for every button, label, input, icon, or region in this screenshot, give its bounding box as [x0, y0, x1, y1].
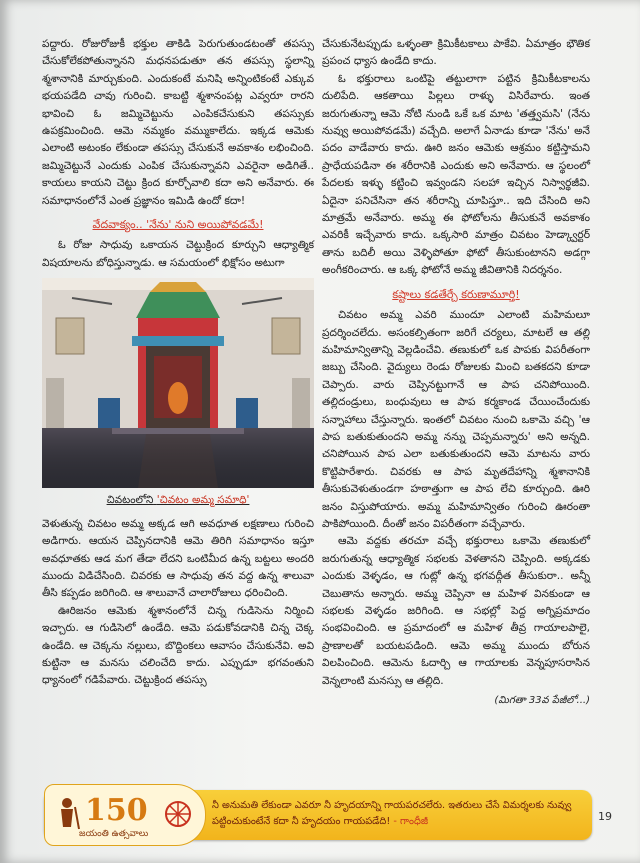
footer-banner [44, 790, 592, 840]
gandhi-silhouette-icon [49, 795, 85, 831]
column-right [322, 36, 590, 709]
paragraph: చేసుకునేటప్పుడు ఒళ్ళంతా క్రిమికీటకాలు పాకేవి. ఏమాత్రం భౌతిక ప్రపంచ ధ్యాస ఉండేది కాదు. [322, 38, 590, 68]
continued-note: (మిగతా 33వ పేజీలో...) [494, 695, 590, 707]
samadhi-shrine-image [42, 278, 314, 488]
paragraph: వెళుతున్న చివటం అమ్మ అక్కడ ఆగి అవధూత లక్షణాలు గురించి అడిగారు. ఆయన చెప్పినదానికి ఆమె తిరిగి సమాధానం ఇస్తూ అవధూతకు ఆడ మగ తేడా లేదని ఒంటిమీద ఉన్న బట్టలు అందరి ముందు విడిచేసింది. చివరకు ఆ సాధువు తన వద్ద ఉన్న శాలువా తీసి కప్పడం జరిగింది. ఆ శాలువానే చాలారోజులు ధరించింది. [42, 517, 314, 600]
paragraph: ఆమె వద్దకు తరచూ వచ్చే భక్తురాలు ఒకామె తణుకులో జరుగుతున్న ఆధ్యాత్మిక సభలకు వెళతానని చెప్పింది. అక్కడకు ఎందుకు వెళ్ళడం, ఆ గుట్లో ఉన్న భగవద్గీత తీసుకురా.. అన్నీ చెబుతాను అన్నారు. అమ్మ చెప్పినా ఆ మహిళ వినకుండా ఆ సభలకు వెళ్ళడం జరిగింది. ఆ సభల్లో పెద్ద అగ్నిప్రమాదం సంభవించింది. ఆ ప్రమాదంలో ఆ మహిళ తీవ్ర గాయాలపాలై, ప్రాణాలతో బయటపడింది. ఆమె అమ్మ ముందు బోరున విలపించింది. ఆమెను ఓదార్చి ఆ గాయాలకు వెన్నపూసరాసిన వెన్నలాంటి మనస్సు ఆ తల్లిది. [322, 535, 590, 687]
column-left [42, 36, 314, 690]
paragraph: ఊరిజనం ఆమెకు శ్మశానంలోనే చిన్న గుడిసెను నిర్మించి ఇచ్చారు. ఆ గుడిసెలో ఉండేది. ఆమె పడుకోవడానికి చిన్న చెక్క ఉండేది. ఆ చెక్కను నల్లులు, బొద్దింకలు ఆవాసం చేసుకునేవి. అవి కుట్టినా ఆ మనసు చలించేది కాదు. ఎప్పుడూ భగవంతుని ధ్యానంలో గడిపేవారు. చెట్టుక్రింద తపస్సు [42, 604, 314, 687]
paragraph: ఓ భక్తురాలు ఒంటిపై తట్టులాగా పట్టిన క్రిమికీటకాలను దులిపేది. ఆకతాయి పిల్లలు రాళ్ళు విసిరేవారు. ఇంత జరుగుతున్నా ఆమె నోటి నుండి ఒకే ఒక మాట 'తత్త్వమసి' (నేను నువ్వు అయిపోవడమే) వచ్చేది. అలాగే ఏనాడు కూడా 'నేను' అనే పదం వాడేవారు కాదు. ఊరి జనం ఆమెకు ఆశ్రమం కట్టిస్తామని ప్రాధేయపడినా ఈ శరీరానికి ఎందుకు అని అనేవారు. ఆ స్థలంలో పేదలకు ఇళ్ళు కట్టించి ఇవ్వండని సలహా ఇచ్చిన నిస్వార్థజీవి. ఏదైనా పనిచేసినా తన శరీరాన్ని చూపిస్తూ.. ఇది చేసింది అని మాత్రమే అనేవారు. అమ్మ ఈ ఫోటోలను తీసుకునే అవకాశం ఎవరికీ ఇచ్చేవారు కాదు. ఒక్కసారి మాత్రం చివటం హెడ్క్వార్టర్ తాను బదిలీ అయి వెళ్ళిపోతూ ఫోటో తీసుకుంటానని అడగ్గా అంగీకరించారు. ఆ ఒక్క ఫోటోనే అమ్మ జీవితానికి నిదర్శనం. [322, 72, 590, 277]
paragraph: ఓ రోజు సాధువు ఒకాయన చెట్టుక్రింద కూర్చుని ఆధ్యాత్మిక విషయాలను బోధిస్తున్నాడు. ఆ సమయంలో భిక్షోసం అటుగా [42, 239, 314, 269]
section-heading: కష్టాలు కడతేర్చే కరుణామూర్తి! [392, 287, 520, 301]
photo-caption [42, 492, 314, 509]
anniversary-label: జయంతి ఉత్సవాలు [79, 829, 149, 839]
anniversary-badge [44, 784, 206, 846]
paragraph: చివటం అమ్మ ఎవరి ముందూ ఎలాంటి మహిమలూ ప్రదర్శించలేదు. అసంకల్పితంగా జరిగే చర్యలు, మాటలే ఆ తల్లి మహిమాన్వితాన్ని వెల్లడించేవి. తణుకులో ఒక పాపకు విపరీతంగా జబ్బు చేసింది. వైద్యులు రెండు రోజులకు మించి బతకదని కూడా చెప్పారు. వారు చెప్పినట్టుగానే ఆ పాప చనిపోయింది. తల్లిదండ్రులు, బంధువులు ఆ పాప కర్మకాండ చేయించేందుకు సన్నాహాలు చేస్తున్నారు. ఇంతలో చివటం నుంచి ఒకామె వచ్చి 'ఆ పాప బతుకుతుందని అమ్మ నన్ను చెప్పమన్నారు' అని అన్నది. చనిపోయిన పాప ఎలా బతుకుతుందని ఆమె మాటను వారు కొట్టిపారేశారు. చివరకు ఆ పాప మృతదేహాన్ని శ్మశానానికి తీసుకువెళుతుండగా హఠాత్తుగా ఆ పాప లేచి కూర్చుంది. ఊరి జనం విస్తుపోయారు. అమ్మ మహిమాన్వితం గురించి ఊరంతా పాకిపోయింది. దీంతో జనం విపరీతంగా వచ్చేవారు. [322, 309, 590, 530]
quote-author: - గాంధీజీ [393, 816, 429, 827]
caption-prefix: చివటంలోని [106, 494, 154, 507]
charkha-wheel-icon [163, 799, 193, 829]
caption-highlight: 'చివటం అమ్మ సమాధి' [156, 494, 250, 507]
anniversary-number: 150 [85, 793, 148, 828]
paragraph: పద్దారు. రోజురోజుకీ భక్తుల తాకిడి పెరుగుతుండటంతో తపస్సు చేసుకోలేకపోతున్నానని మధనపడుతూ తన తపస్సు స్థలాన్ని శ్మశానానికి మార్చుకుంది. ఎందుకంటే మనిషి అన్నింటికంటే ఎక్కువ భయపడేది చావు గురించి. కాబట్టి శ్మశానంపట్ల ఎవ్వరూ రారని భావించి ఓ జమ్మిచెట్టును ఎంపికచేసుకుని తపస్సుకు ఉపక్రమించింది. ఆమె నమ్మకం వమ్ముకాలేదు. ఇక్కడ ఆమెకు ఎలాంటి అటంకం లేకుండా తపస్సు చేసుకునే అవకాశం లభించింది. జమ్మిచెట్టునే ఎందుకు ఎంపిక చేసుకున్నావని ఎవరైనా అడిగితే.. కాయలు కాయని చెట్టు క్రింద కూర్చోవాలి కదా అని అనేవారు. ఈ సమాధానంలోనే ఎంత ప్రజ్ఞానం ఇమిడి ఉందో కదా! [42, 38, 314, 207]
page-number: 19 [598, 810, 612, 823]
quote-text: నీ అనుమతి లేకుండా ఎవరూ నీ హృదయాన్ని గాయపరచలేరు. ఇతరులు చేసే విమర్శలకు నువ్వు పట్టించుకుంటేనే కదా నీ హృదయం గాయపడేది! [212, 800, 572, 827]
temple-photo [42, 278, 314, 488]
gandhi-quote [212, 798, 582, 830]
section-heading: వేదవాక్యం.. 'నేను' నుని అయిపోవడమే! [92, 218, 264, 232]
